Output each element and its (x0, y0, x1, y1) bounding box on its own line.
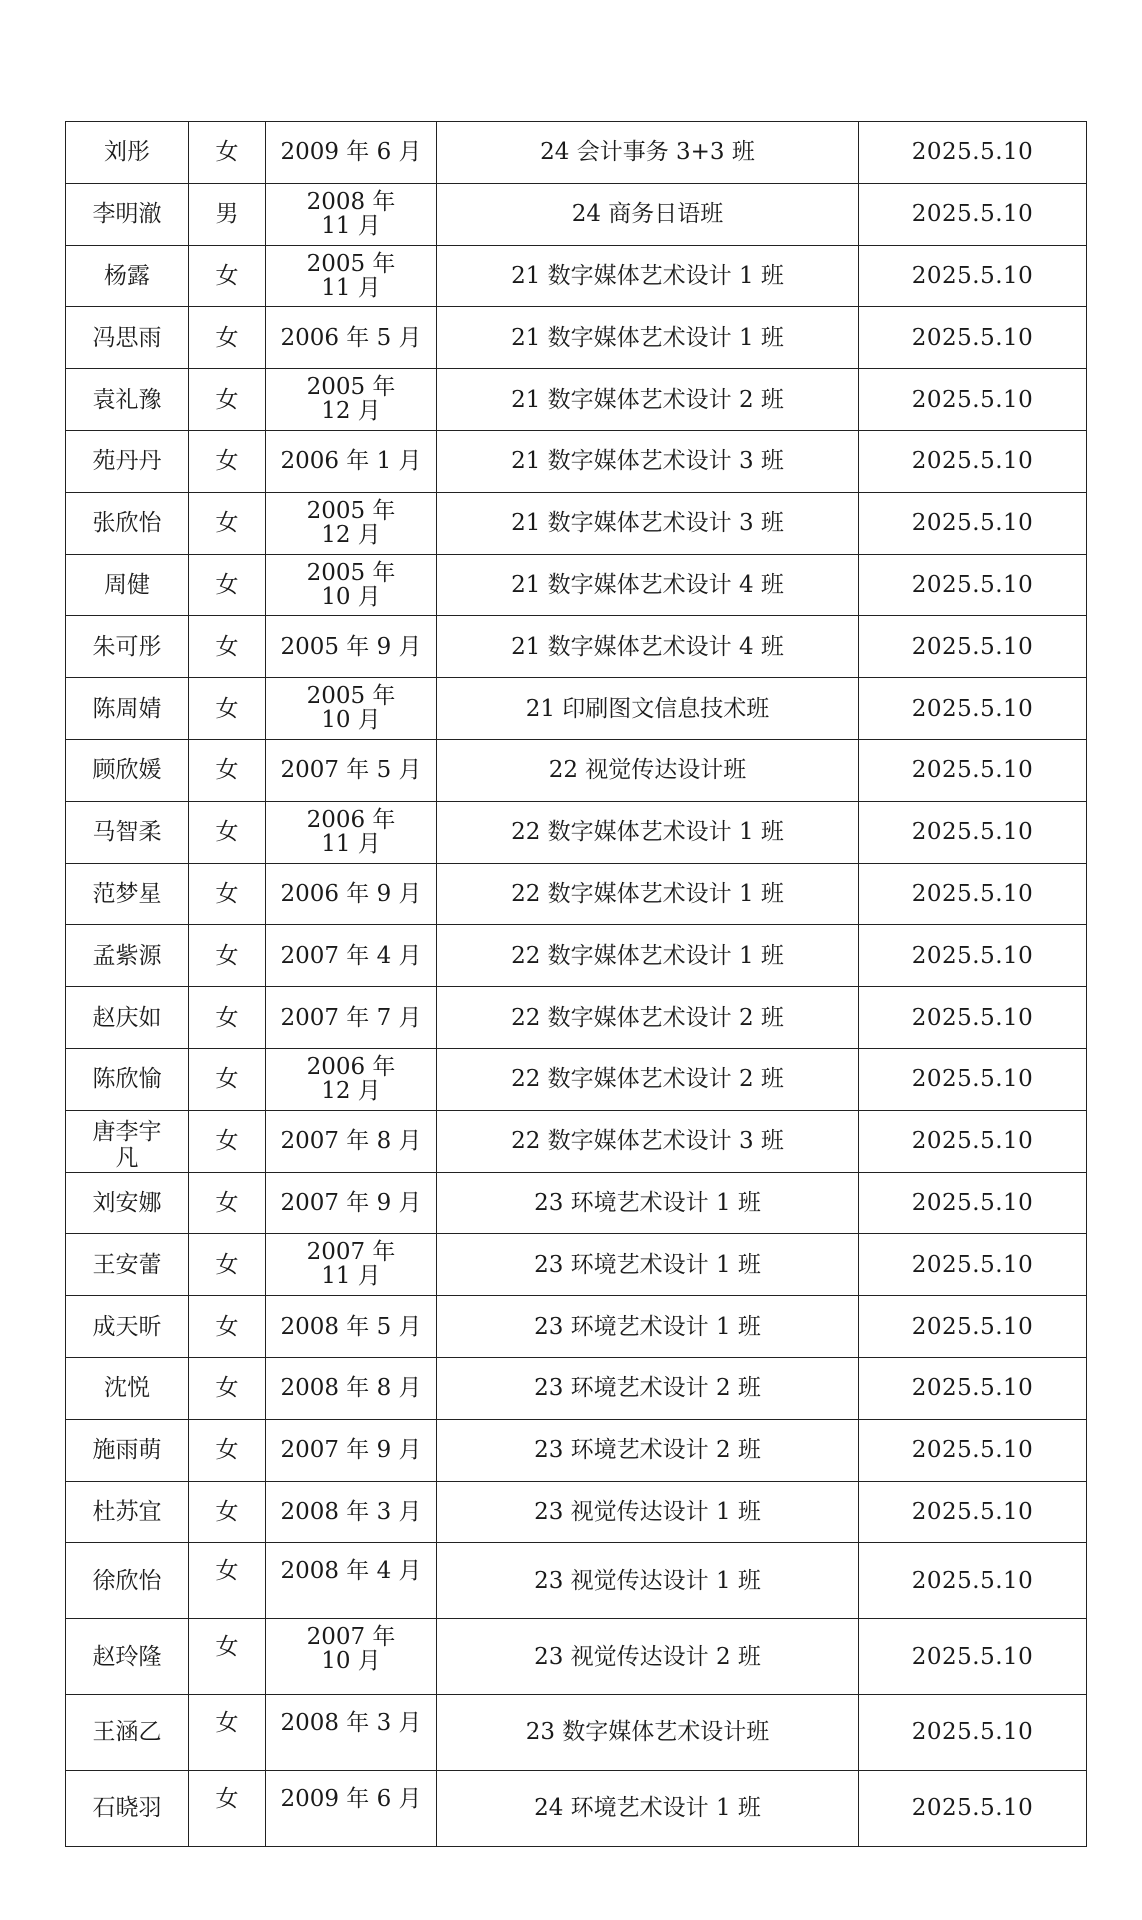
class-cell: 24 会计事务 3+3 班 (437, 122, 859, 184)
date-cell: 2025.5.10 (859, 1619, 1087, 1695)
date-cell: 2025.5.10 (859, 1770, 1087, 1846)
name-cell: 沈悦 (66, 1357, 189, 1419)
birth-date-cell: 2007 年 11 月 (266, 1234, 437, 1296)
date-cell: 2025.5.10 (859, 678, 1087, 740)
gender-cell: 女 (189, 1110, 266, 1172)
table-row (66, 492, 1087, 554)
table-row (66, 1694, 1087, 1770)
table-row (66, 1110, 1087, 1172)
class-cell: 21 数字媒体艺术设计 1 班 (437, 307, 859, 369)
table-row (66, 678, 1087, 740)
class-cell: 22 数字媒体艺术设计 3 班 (437, 1110, 859, 1172)
table-row (66, 863, 1087, 925)
gender-cell: 女 (189, 925, 266, 987)
class-cell: 21 数字媒体艺术设计 3 班 (437, 430, 859, 492)
class-cell: 22 数字媒体艺术设计 1 班 (437, 801, 859, 863)
name-cell: 王安蕾 (66, 1234, 189, 1296)
date-cell: 2025.5.10 (859, 492, 1087, 554)
date-cell: 2025.5.10 (859, 430, 1087, 492)
date-cell: 2025.5.10 (859, 1110, 1087, 1172)
class-cell: 22 视觉传达设计班 (437, 739, 859, 801)
class-cell: 21 数字媒体艺术设计 4 班 (437, 554, 859, 616)
birth-date-cell: 2008 年 5 月 (266, 1296, 437, 1358)
birth-date-cell: 2007 年 10 月 (266, 1619, 437, 1695)
birth-date-cell: 2008 年 8 月 (266, 1357, 437, 1419)
birth-date-cell: 2006 年 5 月 (266, 307, 437, 369)
gender-cell: 女 (189, 801, 266, 863)
gender-cell: 女 (189, 678, 266, 740)
gender-cell: 女 (189, 122, 266, 184)
date-cell: 2025.5.10 (859, 1481, 1087, 1543)
class-cell: 23 视觉传达设计 2 班 (437, 1619, 859, 1695)
class-cell: 23 环境艺术设计 1 班 (437, 1234, 859, 1296)
date-cell: 2025.5.10 (859, 1543, 1087, 1619)
class-cell: 21 印刷图文信息技术班 (437, 678, 859, 740)
name-cell: 袁礼豫 (66, 369, 189, 431)
table-row (66, 616, 1087, 678)
table-row (66, 1234, 1087, 1296)
class-cell: 22 数字媒体艺术设计 1 班 (437, 925, 859, 987)
date-cell: 2025.5.10 (859, 1172, 1087, 1234)
name-cell: 孟紫源 (66, 925, 189, 987)
gender-cell: 女 (189, 430, 266, 492)
name-cell: 唐李宇凡 (66, 1110, 189, 1172)
name-cell: 朱可彤 (66, 616, 189, 678)
birth-date-cell: 2005 年 10 月 (266, 554, 437, 616)
gender-cell: 女 (189, 1419, 266, 1481)
name-cell: 王涵乙 (66, 1694, 189, 1770)
class-cell: 23 环境艺术设计 1 班 (437, 1172, 859, 1234)
name-cell: 徐欣怡 (66, 1543, 189, 1619)
birth-date-cell: 2009 年 6 月 (266, 122, 437, 184)
class-cell: 21 数字媒体艺术设计 2 班 (437, 369, 859, 431)
gender-cell: 女 (189, 554, 266, 616)
class-cell: 24 商务日语班 (437, 183, 859, 245)
birth-date-cell: 2005 年 12 月 (266, 369, 437, 431)
name-cell: 范梦星 (66, 863, 189, 925)
gender-cell: 男 (189, 183, 266, 245)
birth-date-cell: 2008 年 3 月 (266, 1481, 437, 1543)
name-cell: 马智柔 (66, 801, 189, 863)
gender-cell: 女 (189, 1481, 266, 1543)
class-cell: 22 数字媒体艺术设计 2 班 (437, 1048, 859, 1110)
name-cell: 赵庆如 (66, 987, 189, 1049)
birth-date-cell: 2005 年 10 月 (266, 678, 437, 740)
table-row (66, 369, 1087, 431)
date-cell: 2025.5.10 (859, 739, 1087, 801)
class-cell: 21 数字媒体艺术设计 3 班 (437, 492, 859, 554)
name-cell: 石晓羽 (66, 1770, 189, 1846)
date-cell: 2025.5.10 (859, 554, 1087, 616)
birth-date-cell: 2007 年 9 月 (266, 1419, 437, 1481)
table-row (66, 1357, 1087, 1419)
gender-cell: 女 (189, 245, 266, 307)
table-row (66, 1048, 1087, 1110)
birth-date-cell: 2008 年 3 月 (266, 1694, 437, 1770)
date-cell: 2025.5.10 (859, 122, 1087, 184)
birth-date-cell: 2005 年 11 月 (266, 245, 437, 307)
birth-date-cell: 2006 年 9 月 (266, 863, 437, 925)
date-cell: 2025.5.10 (859, 1296, 1087, 1358)
gender-cell: 女 (189, 1357, 266, 1419)
class-cell: 24 环境艺术设计 1 班 (437, 1770, 859, 1846)
class-cell: 23 数字媒体艺术设计班 (437, 1694, 859, 1770)
gender-cell: 女 (189, 616, 266, 678)
roster-table (65, 121, 1087, 1847)
birth-date-cell: 2007 年 7 月 (266, 987, 437, 1049)
name-cell: 陈欣愉 (66, 1048, 189, 1110)
date-cell: 2025.5.10 (859, 925, 1087, 987)
birth-date-cell: 2007 年 9 月 (266, 1172, 437, 1234)
name-cell: 陈周婧 (66, 678, 189, 740)
birth-date-cell: 2006 年 11 月 (266, 801, 437, 863)
date-cell: 2025.5.10 (859, 245, 1087, 307)
date-cell: 2025.5.10 (859, 863, 1087, 925)
class-cell: 23 环境艺术设计 2 班 (437, 1419, 859, 1481)
birth-date-cell: 2009 年 6 月 (266, 1770, 437, 1846)
table-row (66, 739, 1087, 801)
table-row (66, 430, 1087, 492)
class-cell: 21 数字媒体艺术设计 4 班 (437, 616, 859, 678)
name-cell: 赵玲隆 (66, 1619, 189, 1695)
class-cell: 22 数字媒体艺术设计 2 班 (437, 987, 859, 1049)
name-cell: 张欣怡 (66, 492, 189, 554)
name-cell: 顾欣媛 (66, 739, 189, 801)
table-row (66, 925, 1087, 987)
name-cell: 杜苏宜 (66, 1481, 189, 1543)
birth-date-cell: 2007 年 5 月 (266, 739, 437, 801)
table-row (66, 1172, 1087, 1234)
table-row (66, 183, 1087, 245)
date-cell: 2025.5.10 (859, 307, 1087, 369)
gender-cell: 女 (189, 1234, 266, 1296)
name-cell: 刘彤 (66, 122, 189, 184)
table-row (66, 1770, 1087, 1846)
name-cell: 李明澈 (66, 183, 189, 245)
date-cell: 2025.5.10 (859, 616, 1087, 678)
gender-cell: 女 (189, 369, 266, 431)
gender-cell: 女 (189, 1172, 266, 1234)
birth-date-cell: 2007 年 8 月 (266, 1110, 437, 1172)
table-row (66, 987, 1087, 1049)
gender-cell: 女 (189, 1543, 266, 1619)
date-cell: 2025.5.10 (859, 369, 1087, 431)
birth-date-cell: 2005 年 9 月 (266, 616, 437, 678)
table-row (66, 801, 1087, 863)
date-cell: 2025.5.10 (859, 183, 1087, 245)
table-row (66, 1543, 1087, 1619)
gender-cell: 女 (189, 307, 266, 369)
gender-cell: 女 (189, 1770, 266, 1846)
table-row (66, 1296, 1087, 1358)
class-cell: 23 环境艺术设计 1 班 (437, 1296, 859, 1358)
date-cell: 2025.5.10 (859, 1357, 1087, 1419)
class-cell: 23 视觉传达设计 1 班 (437, 1481, 859, 1543)
table-row (66, 245, 1087, 307)
class-cell: 23 视觉传达设计 1 班 (437, 1543, 859, 1619)
gender-cell: 女 (189, 1296, 266, 1358)
gender-cell: 女 (189, 863, 266, 925)
table-row (66, 307, 1087, 369)
table-row (66, 1481, 1087, 1543)
class-cell: 23 环境艺术设计 2 班 (437, 1357, 859, 1419)
name-cell: 苑丹丹 (66, 430, 189, 492)
birth-date-cell: 2008 年 11 月 (266, 183, 437, 245)
table-row (66, 1419, 1087, 1481)
roster-sheet (65, 121, 1086, 1847)
date-cell: 2025.5.10 (859, 1234, 1087, 1296)
birth-date-cell: 2007 年 4 月 (266, 925, 437, 987)
name-cell: 刘安娜 (66, 1172, 189, 1234)
name-cell: 冯思雨 (66, 307, 189, 369)
date-cell: 2025.5.10 (859, 987, 1087, 1049)
roster-table-body (66, 122, 1087, 1847)
table-row (66, 122, 1087, 184)
name-cell: 施雨萌 (66, 1419, 189, 1481)
gender-cell: 女 (189, 1619, 266, 1695)
birth-date-cell: 2006 年 1 月 (266, 430, 437, 492)
birth-date-cell: 2008 年 4 月 (266, 1543, 437, 1619)
class-cell: 22 数字媒体艺术设计 1 班 (437, 863, 859, 925)
name-cell: 成天昕 (66, 1296, 189, 1358)
date-cell: 2025.5.10 (859, 1048, 1087, 1110)
gender-cell: 女 (189, 492, 266, 554)
date-cell: 2025.5.10 (859, 801, 1087, 863)
class-cell: 21 数字媒体艺术设计 1 班 (437, 245, 859, 307)
gender-cell: 女 (189, 1694, 266, 1770)
table-row (66, 1619, 1087, 1695)
birth-date-cell: 2005 年 12 月 (266, 492, 437, 554)
gender-cell: 女 (189, 1048, 266, 1110)
name-cell: 周健 (66, 554, 189, 616)
date-cell: 2025.5.10 (859, 1694, 1087, 1770)
birth-date-cell: 2006 年 12 月 (266, 1048, 437, 1110)
table-row (66, 554, 1087, 616)
gender-cell: 女 (189, 987, 266, 1049)
gender-cell: 女 (189, 739, 266, 801)
name-cell: 杨露 (66, 245, 189, 307)
date-cell: 2025.5.10 (859, 1419, 1087, 1481)
